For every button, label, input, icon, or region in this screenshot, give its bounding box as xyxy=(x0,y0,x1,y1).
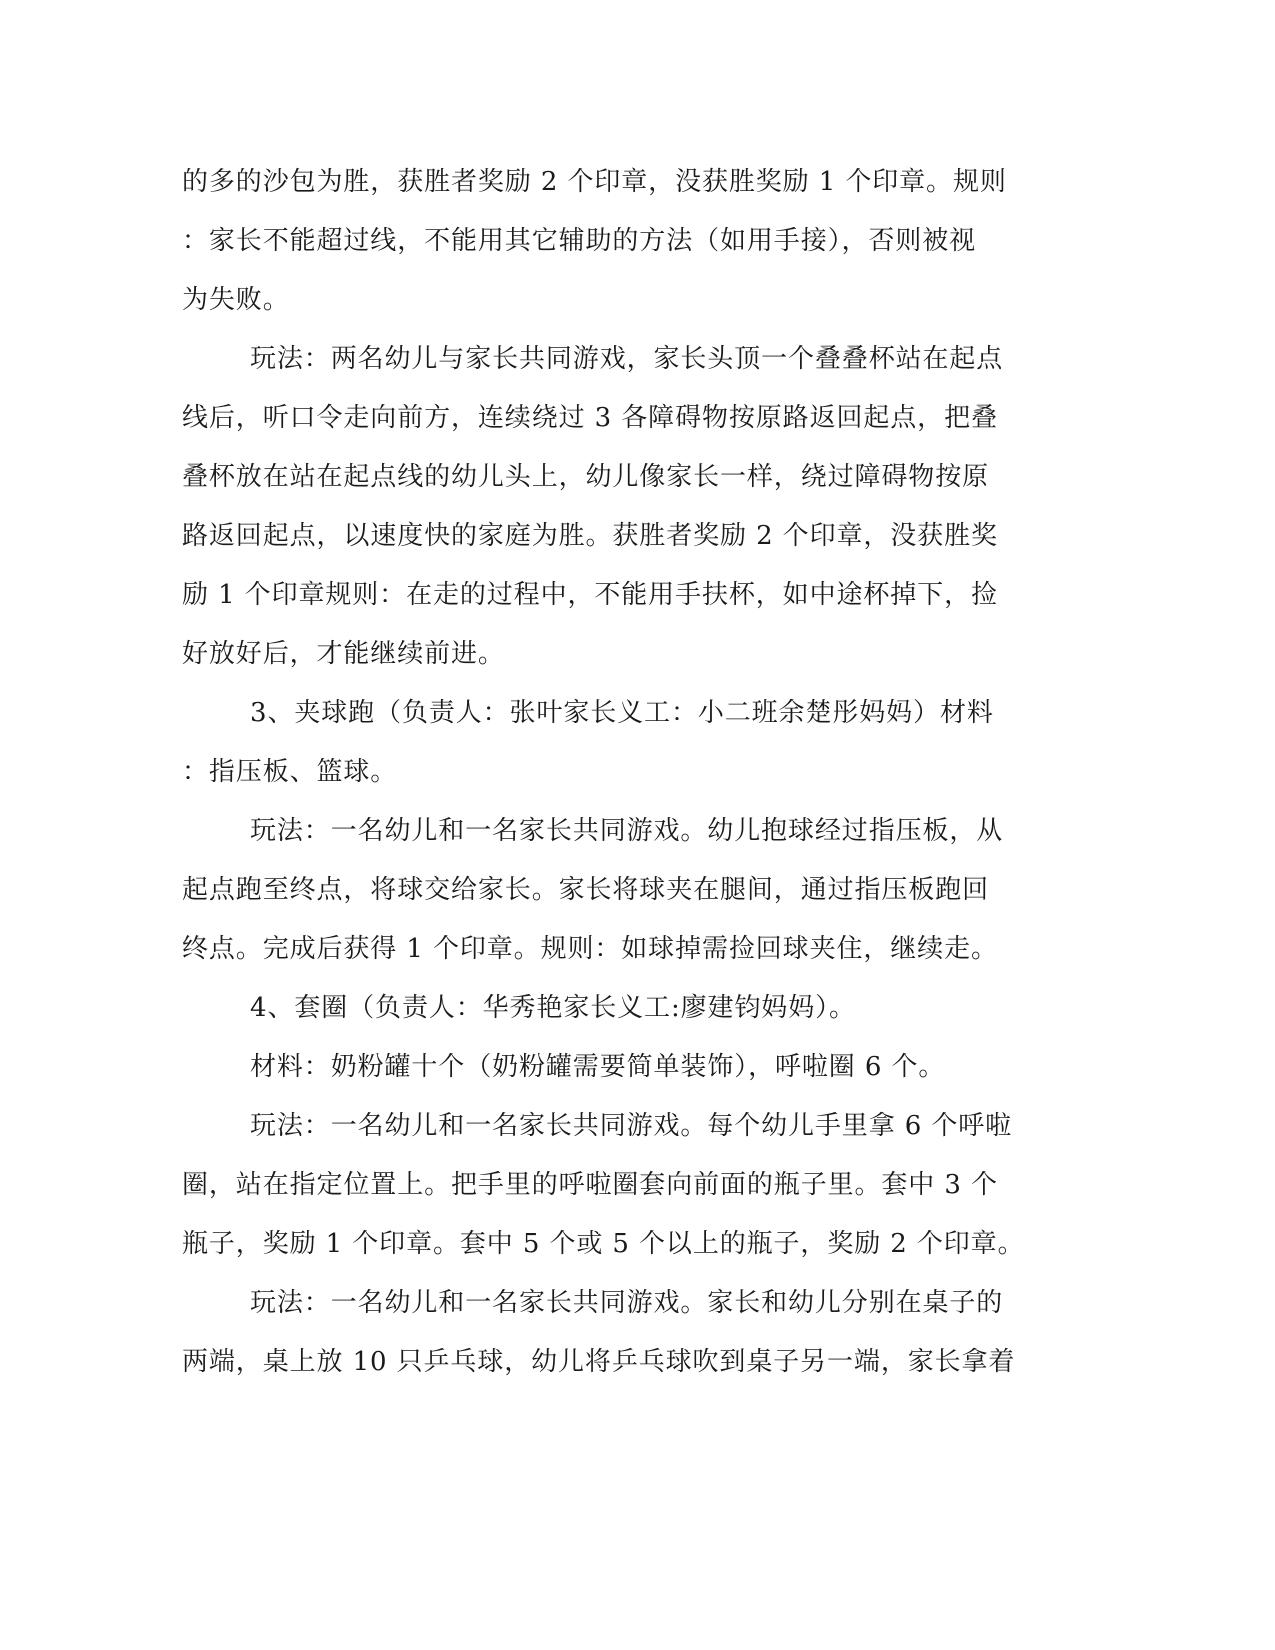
text-line: 圈，站在指定位置上。把手里的呼啦圈套向前面的瓶子里。套中 3 个 xyxy=(182,1170,998,1200)
text-line: 终点。完成后获得 1 个印章。规则：如球掉需捡回球夹住，继续走。 xyxy=(182,934,998,964)
paragraph-start-line: 玩法：一名幼儿和一名家长共同游戏。幼儿抱球经过指压板，从 xyxy=(250,816,1004,846)
text-line: 瓶子，奖励 1 个印章。套中 5 个或 5 个以上的瓶子，奖励 2 个印章。 xyxy=(182,1229,1025,1259)
text-line: ：指压板、篮球。 xyxy=(182,757,398,787)
text-line: 起点跑至终点，将球交给家长。家长将球夹在腿间，通过指压板跑回 xyxy=(182,875,990,905)
paragraph-start-line: 玩法：两名幼儿与家长共同游戏，家长头顶一个叠叠杯站在起点 xyxy=(250,344,1004,374)
text-line: 线后，听口令走向前方，连续绕过 3 各障碍物按原路返回起点，把叠 xyxy=(182,403,998,433)
section-heading-line: 4、套圈（负责人：华秀艳家长义工:廖建钧妈妈）。 xyxy=(250,993,856,1023)
text-line: 两端，桌上放 10 只乒乓球，幼儿将乒乓球吹到桌子另一端，家长拿着 xyxy=(182,1347,1016,1377)
materials-line: 材料：奶粉罐十个（奶粉罐需要简单装饰），呼啦圈 6 个。 xyxy=(250,1052,946,1082)
text-line: ：家长不能超过线，不能用其它辅助的方法（如用手接），否则被视 xyxy=(182,226,977,256)
paragraph-start-line: 玩法：一名幼儿和一名家长共同游戏。每个幼儿手里拿 6 个呼啦 xyxy=(250,1111,1013,1141)
section-heading-line: 3、夹球跑（负责人：张叶家长义工：小二班余楚彤妈妈）材料 xyxy=(250,698,994,728)
paragraph-start-line: 玩法：一名幼儿和一名家长共同游戏。家长和幼儿分别在桌子的 xyxy=(250,1288,1004,1318)
text-line: 为失败。 xyxy=(182,285,290,315)
text-line: 的多的沙包为胜，获胜者奖励 2 个印章，没获胜奖励 1 个印章。规则 xyxy=(182,167,1007,197)
text-line: 路返回起点，以速度快的家庭为胜。获胜者奖励 2 个印章，没获胜奖 xyxy=(182,521,998,551)
text-line: 励 1 个印章规则：在走的过程中，不能用手扶杯，如中途杯掉下，捡 xyxy=(182,580,998,610)
text-line: 好放好后，才能继续前进。 xyxy=(182,639,505,669)
text-line: 叠杯放在站在起点线的幼儿头上，幼儿像家长一样，绕过障碍物按原 xyxy=(182,462,990,492)
